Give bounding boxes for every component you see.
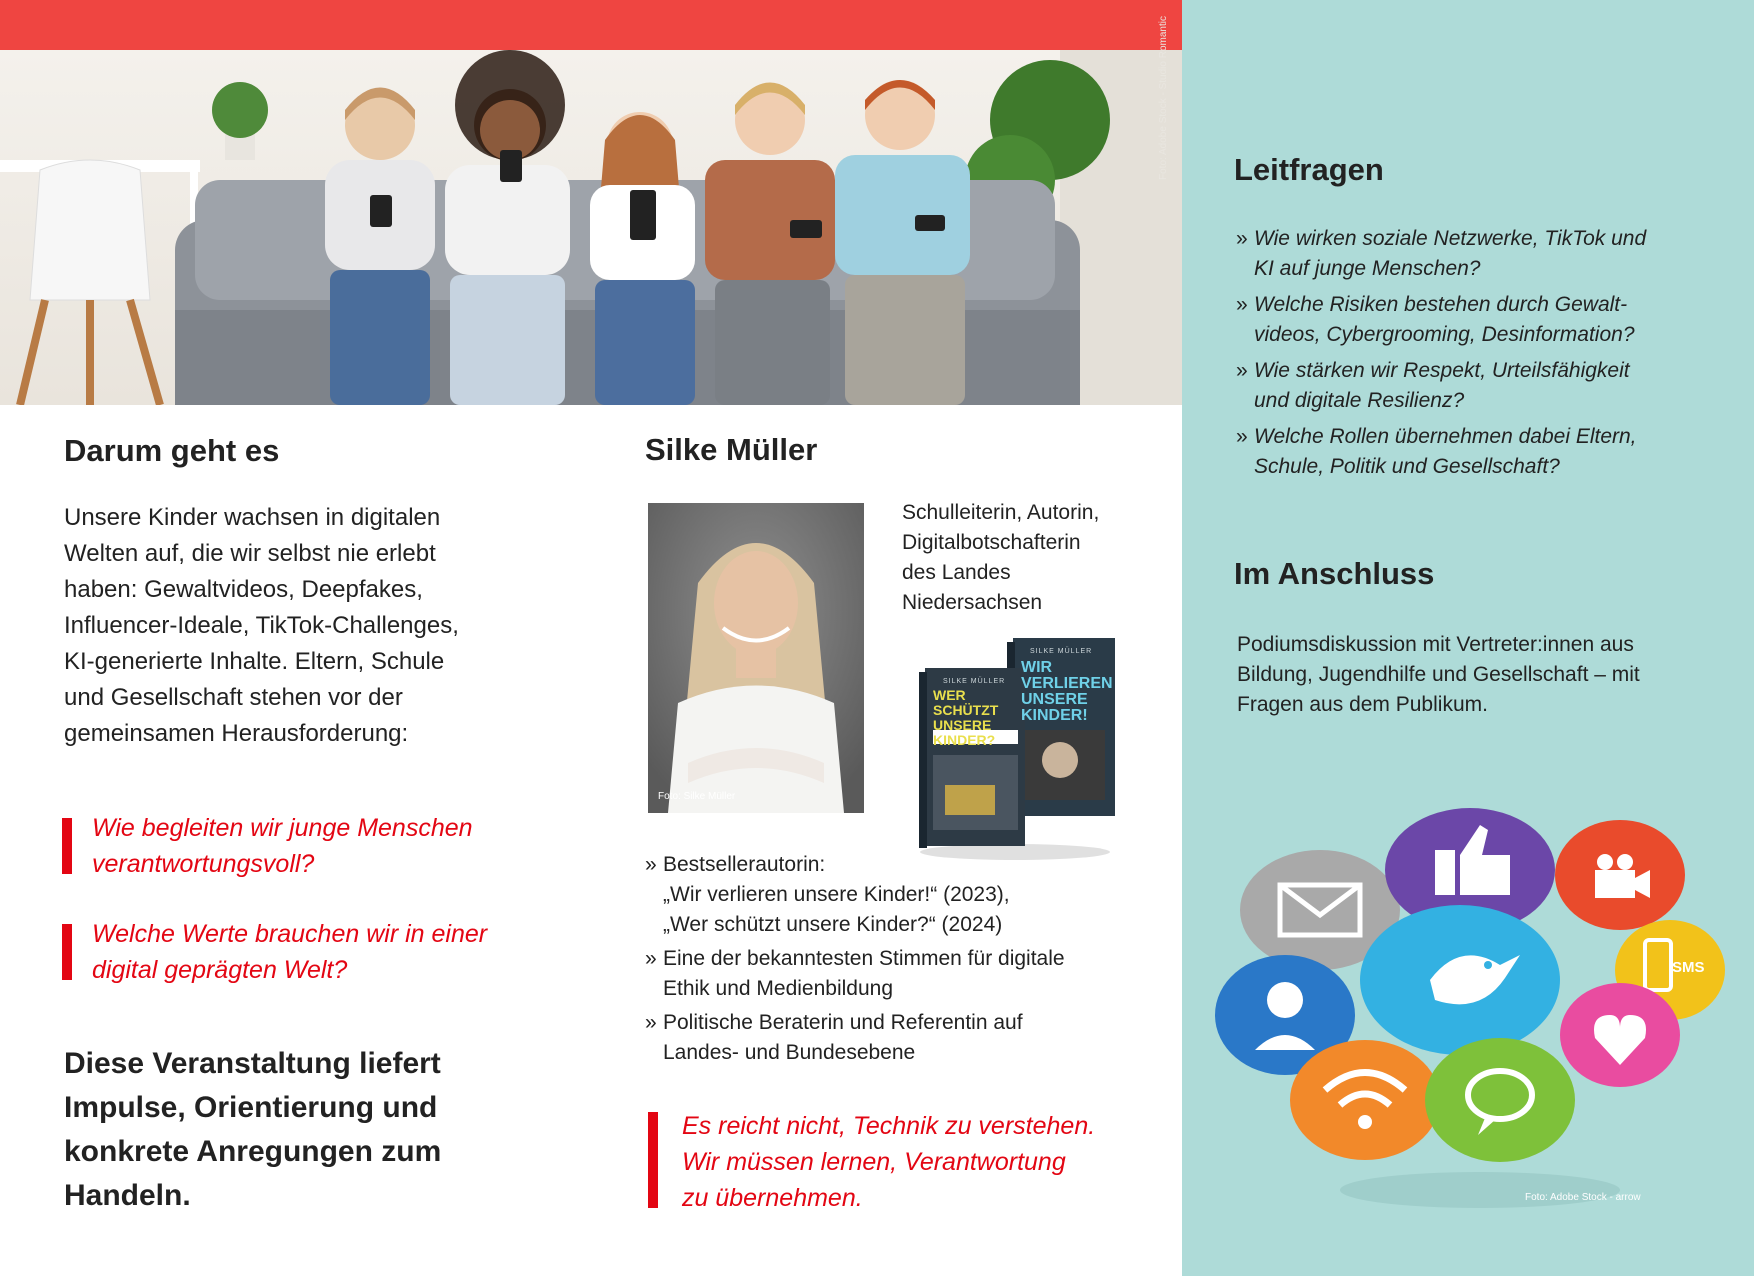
closing-line: Impulse, Orientierung und (64, 1091, 438, 1124)
quote-bar (62, 924, 72, 980)
bullet-marker: » (1236, 227, 1248, 250)
bullet-line: Bestsellerautorin: (663, 853, 826, 876)
speaker-name: Silke Müller (645, 432, 818, 467)
anschluss-line: Podiumsdiskussion mit Vertreter:innen aus (1237, 633, 1634, 656)
intro-line: Influencer-Ideale, TikTok-Challenges, (64, 612, 459, 639)
closing-statement (64, 1042, 544, 1218)
book-back-author: SILKE MÜLLER (1030, 648, 1093, 655)
question-line: Schule, Politik und Gesellschaft? (1254, 455, 1560, 478)
question-line: Welche Rollen übernehmen dabei Eltern, (1254, 425, 1637, 448)
speaker-quote (682, 1108, 1162, 1216)
bullet-item (645, 944, 1165, 1004)
quote-line: zu übernehmen. (682, 1184, 863, 1212)
quote-line: Es reicht nicht, Technik zu verstehen. (682, 1112, 1096, 1140)
quote-2 (92, 916, 552, 988)
bullet-line: Politische Beraterin und Referentin auf (663, 1011, 1023, 1034)
question-item (1236, 422, 1716, 482)
question-item (1236, 356, 1716, 416)
social-illustration-credit: Foto: Adobe Stock - arrow (1525, 1192, 1641, 1203)
bullet-line: „Wer schützt unsere Kinder?“ (2024) (663, 913, 1003, 936)
role-line: Digitalbotschafterin (902, 531, 1081, 554)
bullet-line: „Wir verlieren unsere Kinder!“ (2023), (663, 883, 1010, 906)
question-item (1236, 224, 1716, 284)
anschluss-line: Fragen aus dem Publikum. (1237, 693, 1488, 716)
closing-line: Handeln. (64, 1179, 191, 1212)
question-line: videos, Cybergrooming, Desinformation? (1254, 323, 1635, 346)
hero-photo-credit: Foto: Adobe Stock - Studio Romantic (1158, 16, 1169, 180)
hero-photo-kids-on-sofa (0, 50, 1182, 405)
question-line: und digitale Resilienz? (1254, 389, 1465, 412)
quote-line: verantwortungsvoll? (92, 850, 315, 878)
role-line: Niedersachsen (902, 591, 1043, 614)
quote-line: Welche Werte brauchen wir in einer (92, 920, 488, 948)
bullet-item (645, 1008, 1165, 1068)
intro-line: haben: Gewaltvideos, Deepfakes, (64, 576, 423, 603)
intro-line: KI-generierte Inhalte. Eltern, Schule (64, 648, 445, 675)
bullet-line: Landes- und Bundesebene (663, 1041, 916, 1064)
book-back-title: WIR VERLIEREN UNSERE KINDER! (1021, 659, 1113, 724)
intro-line: und Gesellschaft stehen vor der (64, 684, 403, 711)
intro-line: gemeinsamen Herausforderung: (64, 720, 409, 747)
closing-line: konkrete Anregungen zum (64, 1135, 442, 1168)
intro-line: Welten auf, die wir selbst nie erlebt (64, 540, 436, 567)
speaker-portrait (648, 503, 864, 813)
quote-line: Wie begleiten wir junge Menschen (92, 814, 473, 842)
closing-line: Diese Veranstaltung liefert (64, 1047, 441, 1080)
chat-icon (1425, 1038, 1575, 1162)
bullet-marker: » (1236, 359, 1248, 382)
section-title-im-anschluss: Im Anschluss (1234, 556, 1435, 591)
role-line: Schulleiterin, Autorin, (902, 501, 1100, 524)
question-line: KI auf junge Menschen? (1254, 257, 1481, 280)
question-line: Wie stärken wir Respekt, Urteilsfähigkeit (1254, 359, 1630, 382)
wifi-icon (1290, 1040, 1440, 1160)
section-title-leitfragen: Leitfragen (1234, 152, 1384, 187)
quote-line: digital geprägten Welt? (92, 956, 348, 984)
book-covers (915, 630, 1135, 860)
leitfragen-list (1236, 224, 1716, 482)
quote-1 (92, 810, 552, 882)
top-red-bar (0, 0, 1182, 50)
bullet-marker: » (645, 947, 657, 970)
quote-line: Wir müssen lernen, Verantwortung (682, 1148, 1066, 1176)
quote-bar (648, 1112, 658, 1208)
question-line: Welche Risiken bestehen durch Gewalt- (1254, 293, 1628, 316)
video-camera-icon (1555, 820, 1685, 930)
bullet-item (645, 850, 1165, 940)
sms-label: SMS (1672, 959, 1705, 976)
portrait-credit: Foto: Silke Müller (658, 791, 736, 802)
role-line: des Landes (902, 561, 1011, 584)
bullet-marker: » (645, 853, 657, 876)
book-front-title: WER SCHÜTZT UNSERE KINDER? (933, 687, 999, 748)
quote-bar (62, 818, 72, 874)
intro-text (64, 500, 534, 752)
bullet-marker: » (1236, 425, 1248, 448)
book-front-author: SILKE MÜLLER (943, 678, 1006, 685)
speaker-bullets (645, 850, 1165, 1068)
question-line: Wie wirken soziale Netzwerke, TikTok und (1254, 227, 1647, 250)
section-title-darum-geht-es: Darum geht es (64, 433, 280, 468)
question-item (1236, 290, 1716, 350)
bullet-marker: » (1236, 293, 1248, 316)
anschluss-line: Bildung, Jugendhilfe und Gesellschaft – mit (1237, 663, 1640, 686)
anschluss-text (1237, 630, 1727, 720)
speaker-roles (902, 498, 1142, 618)
social-media-illustration (1210, 800, 1730, 1220)
intro-line: Unsere Kinder wachsen in digitalen (64, 504, 441, 531)
bullet-line: Eine der bekanntesten Stimmen für digitale (663, 947, 1065, 970)
bird-icon (1360, 905, 1560, 1055)
bullet-marker: » (645, 1011, 657, 1034)
bullet-line: Ethik und Medienbildung (663, 977, 893, 1000)
heart-icon (1560, 983, 1680, 1087)
